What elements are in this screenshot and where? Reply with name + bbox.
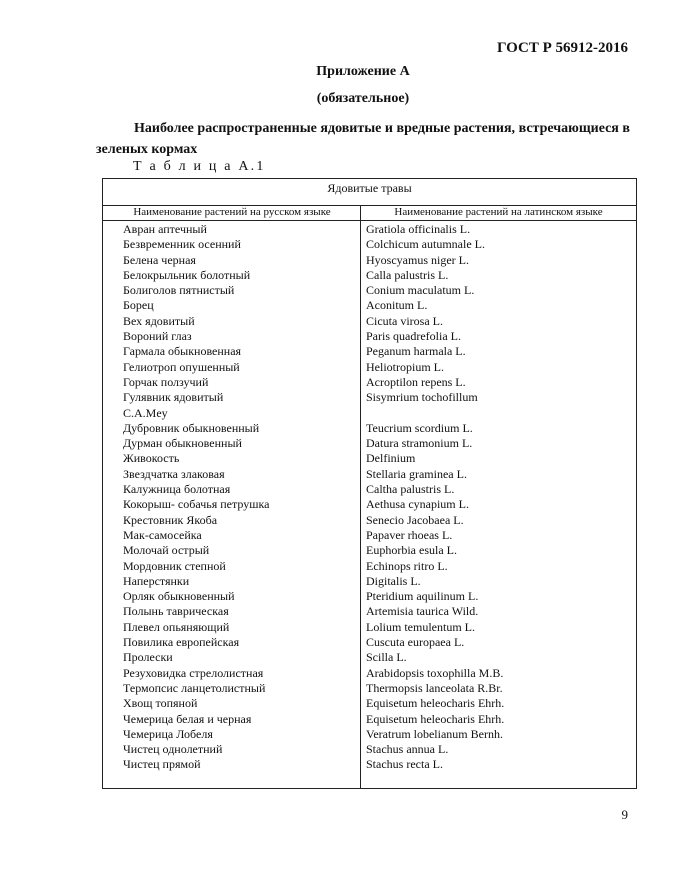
russian-plant-name: Гулявник ядовитый	[123, 390, 224, 405]
latin-plant-name: Stellaria graminea L.	[366, 466, 467, 481]
russian-plant-name: Крестовник Якоба	[123, 512, 218, 527]
russian-plant-name: Вех ядовитый	[123, 313, 195, 328]
table-caption: Т а б л и ц а А.1	[133, 159, 266, 174]
latin-plant-name: Conium maculatum L.	[366, 283, 475, 298]
latin-plant-name: Datura stramonium L.	[366, 436, 473, 451]
russian-plant-name: Кокорыш- собачья петрушка	[123, 497, 270, 512]
appendix-title: Приложение А	[316, 64, 410, 79]
latin-plant-name: Stachus annua L.	[366, 742, 449, 757]
latin-plant-name: Peganum harmala L.	[366, 344, 466, 359]
latin-plant-name: Caltha palustris L.	[366, 482, 455, 497]
russian-plant-name: Дубровник обыкновенный	[123, 420, 260, 435]
latin-plant-name	[366, 406, 636, 421]
russian-plant-name: Молочай острый	[123, 543, 210, 558]
russian-plant-name: Белокрыльник болотный	[123, 267, 251, 282]
section-heading: Наиболее распространенные ядовитые и вредные растения, встречающиеся в зеленых кормах	[96, 121, 630, 157]
russian-plant-name: Повилика европейская	[123, 635, 240, 650]
latin-plant-name: Heliotropium L.	[366, 359, 444, 374]
latin-plant-name: Euphorbia esula L.	[366, 543, 457, 558]
standard-number: ГОСТ Р 56912-2016	[496, 40, 628, 56]
column-header-russian: Наименование растений на русском языке	[103, 205, 361, 221]
russian-plant-name: Белена черная	[123, 252, 196, 267]
russian-plant-name: Гелиотроп опушенный	[123, 359, 240, 374]
russian-plant-name: Гармала обыкновенная	[123, 344, 242, 359]
latin-plant-name: Calla palustris L.	[366, 267, 449, 282]
latin-plant-name: Artemisia taurica Wild.	[366, 604, 479, 619]
latin-plant-name: Acroptilon repens L.	[366, 374, 466, 389]
latin-plant-name: Papaver rhoeas L.	[366, 527, 453, 542]
russian-plant-name: Борец	[123, 298, 154, 313]
latin-plant-name: Veratrum lobelianum Bernh.	[366, 726, 503, 741]
latin-plant-name: Senecio Jacobaea L.	[366, 512, 464, 527]
page-number: 9	[621, 807, 628, 822]
russian-plant-name: Дурман обыкновенный	[123, 436, 242, 451]
latin-plant-name: Teucrium scordium L.	[366, 420, 473, 435]
russian-plant-name: Авран аптечный	[123, 222, 207, 236]
russian-plant-name: Чистец однолетний	[123, 742, 223, 757]
russian-plant-name: С.А.Мey	[123, 405, 168, 420]
russian-plant-name: Термопсис ланцетолистный	[123, 680, 266, 695]
table-section-header: Ядовитые травы	[103, 179, 636, 206]
russian-plant-name: Мак-самосейка	[123, 527, 202, 542]
latin-plant-name: Cicuta virosa L.	[366, 313, 443, 328]
latin-plant-name: Scilla L.	[366, 650, 407, 665]
russian-plant-name: Пролески	[123, 650, 173, 665]
latin-plant-name: Stachus recta L.	[366, 757, 443, 772]
latin-plant-name: Equisetum heleocharis Ehrh.	[366, 696, 505, 711]
russian-plant-name: Чемерица Лобеля	[123, 726, 213, 741]
russian-plant-name: Наперстянки	[123, 573, 190, 588]
russian-plant-name: Орляк обыкновенный	[123, 589, 235, 604]
column-header-latin: Наименование растений на латинском языке	[361, 205, 636, 221]
russian-plant-name: Чистец прямой	[123, 757, 201, 772]
latin-plant-name: Hyoscyamus niger L.	[366, 252, 469, 267]
russian-names-column	[123, 222, 358, 773]
russian-plant-name: Мордовник степной	[123, 558, 226, 573]
russian-plant-name: Плевел опьяняющий	[123, 619, 230, 634]
latin-plant-name: Colchicum autumnale L.	[366, 237, 485, 252]
russian-plant-name: Хвощ топяной	[123, 696, 198, 711]
latin-plant-name: Lolium temulentum L.	[366, 619, 475, 634]
russian-plant-name: Резуховидка стрелолистная	[123, 665, 264, 680]
latin-plant-name: Aethusa cynapium L.	[366, 497, 469, 512]
latin-plant-name: Arabidopsis toxophilla M.B.	[366, 665, 504, 680]
latin-plant-name: Digitalis L.	[366, 573, 421, 588]
latin-plant-name: Sisymrium tochofillum	[366, 390, 478, 405]
russian-plant-name: Полынь таврическая	[123, 604, 229, 619]
plants-table	[102, 178, 637, 789]
russian-plant-name: Болиголов пятнистый	[123, 283, 235, 298]
appendix-subtitle: (обязательное)	[316, 91, 410, 106]
latin-plant-name: Paris quadrefolia L.	[366, 329, 461, 344]
latin-names-column	[366, 222, 636, 773]
russian-plant-name: Безвременник осенний	[123, 237, 241, 252]
russian-plant-name: Живокость	[123, 451, 180, 466]
latin-plant-name: Pteridium aquilinum L.	[366, 589, 479, 604]
russian-plant-name: Чемерица белая и черная	[123, 711, 252, 726]
russian-plant-name: Звездчатка злаковая	[123, 466, 225, 481]
latin-plant-name: Echinops ritro L.	[366, 558, 448, 573]
latin-plant-name: Aconitum L.	[366, 298, 428, 313]
latin-plant-name: Gratiola officinalis L.	[366, 222, 471, 236]
russian-plant-name: Вороний глаз	[123, 329, 192, 344]
latin-plant-name: Equisetum heleocharis Ehrh.	[366, 711, 505, 726]
latin-plant-name: Thermopsis lanceolata R.Br.	[366, 680, 503, 695]
russian-plant-name: Калужница болотная	[123, 482, 231, 497]
column-divider	[360, 205, 361, 789]
latin-plant-name: Cuscuta europaea L.	[366, 635, 465, 650]
latin-plant-name: Delfinium	[366, 451, 416, 466]
russian-plant-name: Горчак ползучий	[123, 374, 209, 389]
